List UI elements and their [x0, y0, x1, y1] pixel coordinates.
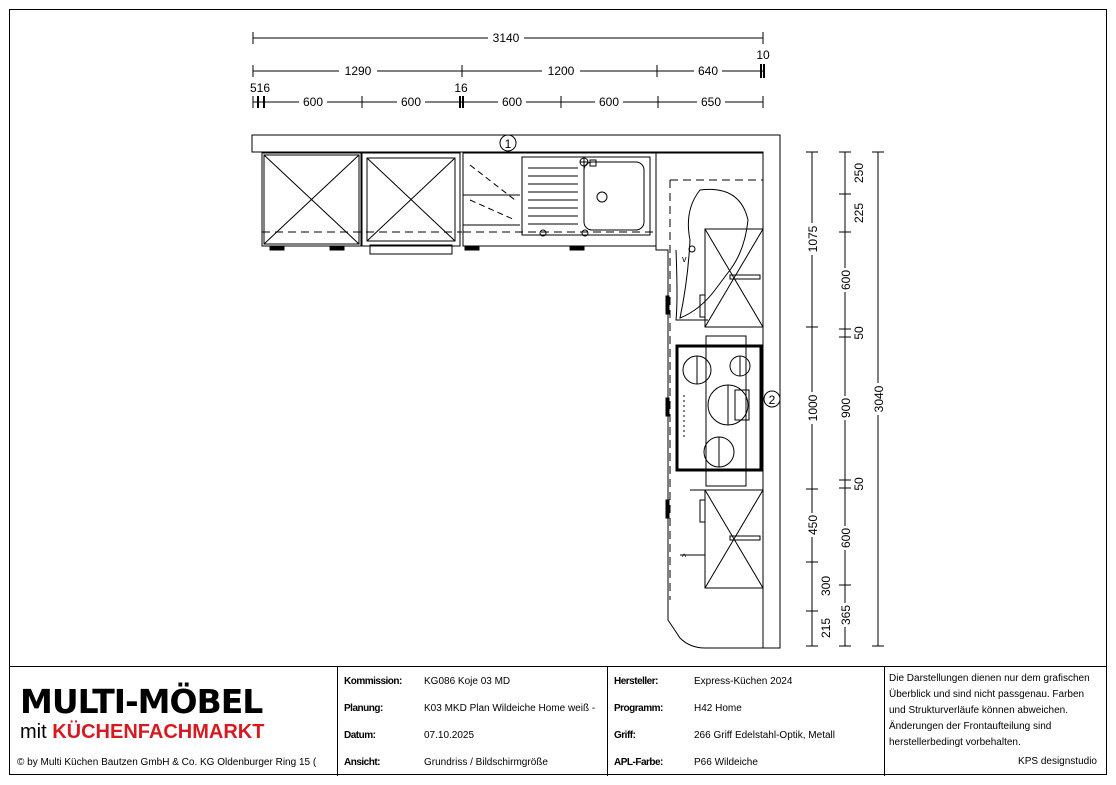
designer-credit: KPS designstudio [1018, 756, 1097, 767]
dim-top-600-a: 600 [302, 95, 324, 109]
dim-top-640: 640 [697, 64, 719, 78]
info-row-ansicht [338, 748, 607, 775]
top-run-cabinets [262, 153, 656, 254]
dim-top-600-c: 600 [501, 95, 523, 109]
logo-prefix: mit [20, 721, 53, 743]
info-left-column [338, 667, 608, 776]
svg-text:v: v [682, 254, 687, 264]
marker-2-label: 2 [768, 393, 776, 407]
value-hersteller: Express-Küchen 2024 [694, 676, 793, 687]
value-kommission: KG086 Koje 03 MD [424, 676, 511, 687]
label-programm: Programm: [614, 703, 663, 714]
sink [522, 157, 650, 236]
dim-top-516: 516 [249, 81, 271, 95]
label-apl-farbe: APL-Farbe: [614, 757, 663, 768]
marker-1 [500, 135, 516, 151]
label-hersteller: Hersteller: [614, 676, 658, 687]
dim-right-300: 300 [819, 575, 833, 597]
svg-text:^: ^ [682, 552, 687, 562]
copyright-text: © by Multi Küchen Bautzen GmbH & Co. KG Oldenburger Ring 15 ( [17, 757, 317, 768]
dim-right-1000: 1000 [806, 394, 820, 422]
marker-1-label: 1 [504, 137, 512, 151]
info-right-column [608, 667, 885, 776]
label-griff: Griff: [614, 730, 636, 741]
dim-right-250: 250 [852, 162, 866, 184]
info-row-datum [338, 721, 607, 748]
value-datum: 07.10.2025 [424, 730, 475, 741]
company-logo-subline [20, 722, 264, 742]
info-row-apl-farbe [608, 748, 884, 775]
info-row-hersteller [608, 667, 884, 694]
dim-right-600-b: 600 [839, 527, 853, 549]
dim-right-3040: 3040 [872, 385, 886, 413]
dim-top-600-b: 600 [400, 95, 422, 109]
dim-right-365: 365 [839, 604, 853, 626]
label-datum: Datum: [344, 730, 376, 741]
dim-right-50-b: 50 [852, 477, 866, 491]
title-block [9, 666, 1107, 775]
disclaimer-text: Die Darstellungen dienen nur dem grafischen Überblick und sind nicht passgenau. Farben und Strukturverläufe können abweichen. Änderungen der Frontaufteilung sind herstellerbedingt vorbehalten. [889, 673, 1090, 748]
right-dimensions [806, 152, 886, 646]
dim-right-225: 225 [852, 202, 866, 224]
value-programm: H42 Home [694, 703, 742, 714]
dim-right-1075: 1075 [806, 225, 820, 253]
dim-top-1200: 1200 [547, 64, 575, 78]
company-logo: MULTI-MÖBEL [20, 682, 263, 721]
dim-top-10: 10 [756, 48, 770, 62]
info-row-programm [608, 694, 884, 721]
value-planung: K03 MKD Plan Wildeiche Home weiß - [424, 703, 596, 714]
dim-top-650: 650 [700, 95, 722, 109]
logo-brand: KÜCHENFACHMARKT [52, 721, 265, 743]
dim-right-600-a: 600 [839, 269, 853, 291]
right-run-cabinets [656, 153, 763, 648]
dim-right-450: 450 [806, 514, 820, 536]
dim-right-50-a: 50 [852, 326, 866, 340]
info-row-planung [338, 694, 607, 721]
dim-right-215: 215 [819, 617, 833, 639]
label-ansicht: Ansicht: [344, 757, 380, 768]
label-kommission: Kommission: [344, 676, 402, 687]
info-row-griff [608, 721, 884, 748]
value-ansicht: Grundriss / Bildschirmgröße [424, 757, 548, 768]
logo-cell [9, 667, 338, 776]
dim-top-600-d: 600 [598, 95, 620, 109]
dim-top-3140: 3140 [492, 31, 520, 45]
value-apl-farbe: P66 Wildeiche [694, 757, 758, 768]
label-planung: Planung: [344, 703, 383, 714]
dim-right-900: 900 [839, 397, 853, 419]
top-dimensions [250, 31, 770, 109]
disclaimer-cell [885, 667, 1107, 776]
marker-2 [764, 391, 780, 407]
info-row-kommission [338, 667, 607, 694]
dim-top-1290: 1290 [344, 64, 372, 78]
value-griff: 266 Griff Edelstahl-Optik, Metall [694, 730, 835, 741]
dim-top-16: 16 [454, 81, 468, 95]
